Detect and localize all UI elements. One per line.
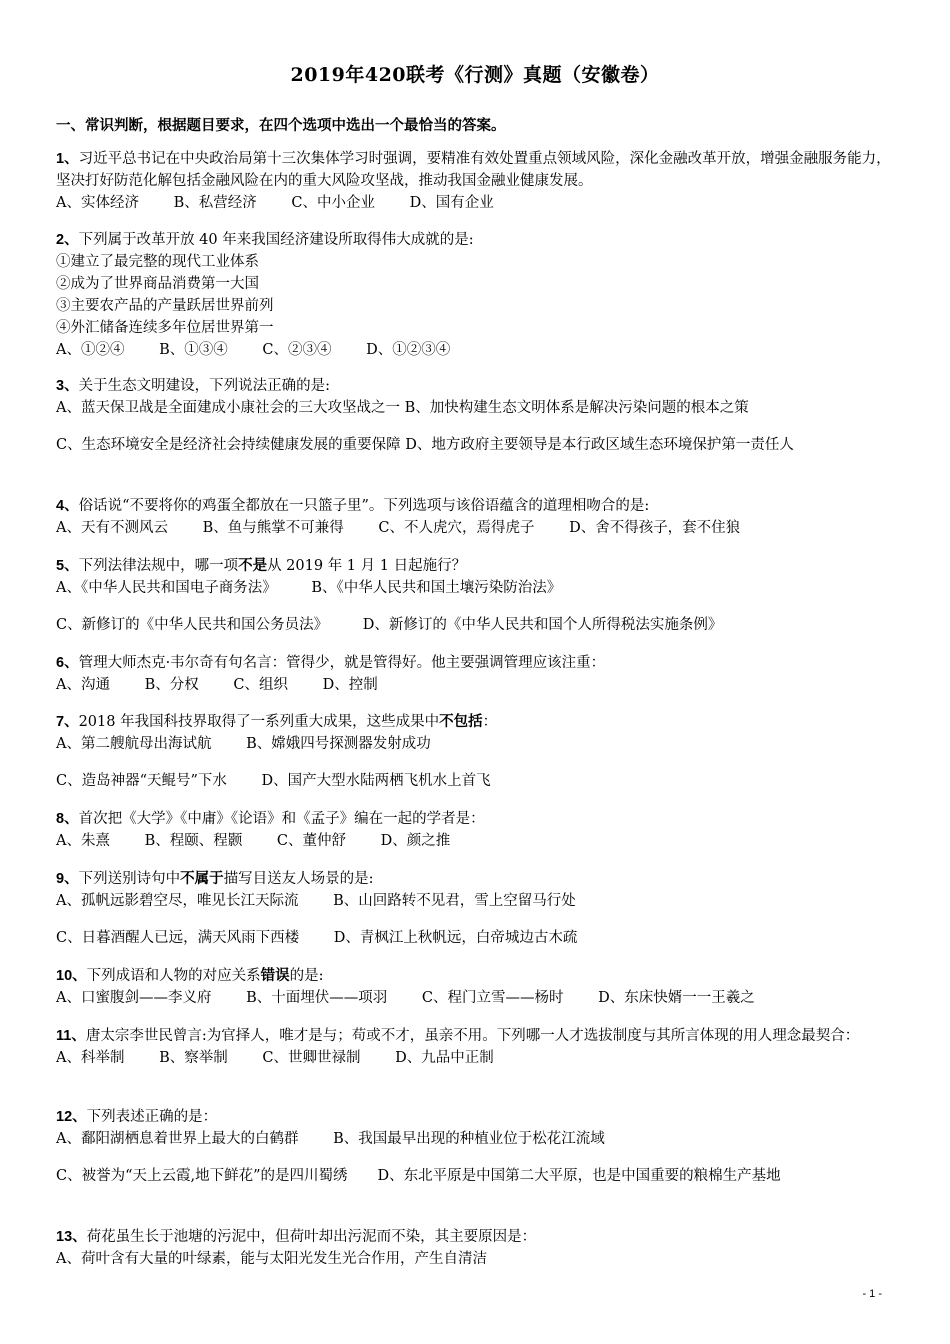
question-text: 下列成语和人物的对应关系 — [86, 968, 261, 984]
question-9 — [56, 868, 896, 912]
option-c: C、不人虎穴，焉得虎子 — [378, 520, 535, 536]
question-9-options-cd — [56, 927, 896, 949]
question-5-options-cd — [56, 614, 896, 636]
question-number: 1、 — [56, 151, 79, 167]
question-number: 5、 — [56, 558, 79, 574]
question-text: 唐太宗李世民曾言:为官择人，唯才是与；苟或不才，虽亲不用。下列哪一人才选拔制度与其所言体现的用人理念最契合： — [85, 1028, 860, 1044]
section-heading: 一、常识判断，根据题目要求，在四个选项中选出一个最恰当的答案。 — [56, 117, 506, 134]
option-b: B、十面埋伏——项羽 — [246, 990, 388, 1006]
question-text: 下列属于改革开放 40 年来我国经济建设所取得伟大成就的是: — [78, 232, 474, 248]
option-d: D、东北平原是中国第二大平原，也是中国重要的粮棉生产基地 — [377, 1168, 781, 1184]
question-number: 13、 — [56, 1229, 87, 1245]
question-text-end: 的是: — [289, 968, 324, 984]
question-number: 12、 — [56, 1109, 87, 1125]
option-c: C、日暮酒醒人已远，满天风雨下西楼 — [56, 930, 300, 946]
question-7 — [56, 711, 896, 755]
option-b: B、私营经济 — [173, 195, 257, 211]
option-c: C、程门立雪——杨时 — [421, 990, 564, 1006]
option-b: B、程颐、程颢 — [144, 833, 243, 849]
statement-2: ②成为了世界商品消费第一大国 — [56, 276, 259, 292]
option-d: D、新修订的《中华人民共和国个人所得税法实施条例》 — [362, 617, 723, 633]
emphasis: 不包括 — [439, 713, 483, 730]
option-a: A、①②④ — [56, 342, 125, 358]
question-12 — [56, 1106, 896, 1150]
option-b: B、《中华人民共和国土壤污染防治法》 — [311, 580, 562, 596]
option-d: D、青枫江上秋帆远，白帝城边古木疏 — [333, 930, 578, 946]
option-a: A、《中华人民共和国电子商务法》 — [56, 580, 277, 596]
option-a: A、科举制 — [56, 1050, 125, 1066]
emphasis: 不属于 — [180, 870, 224, 887]
question-text: 习近平总书记在中央政治局第十三次集体学习时强调，要精准有效处置重点领域风险，深化金融改革开放，增强金融服务能力，坚决打好防范化解包括金融风险在内的重大风险攻坚战，推动我国金融业健康发展。 — [56, 151, 891, 189]
question-number: 9、 — [56, 871, 79, 887]
option-a: A、荷叶含有大量的叶绿素，能与太阳光发生光合作用，产生自清洁 — [56, 1251, 487, 1267]
emphasis: 不是 — [238, 557, 268, 574]
question-number: 10、 — [56, 968, 87, 984]
option-a: A、第二艘航母出海试航 — [56, 736, 212, 752]
option-c: C、造岛神器“天鲲号”下水 — [56, 773, 227, 789]
option-c: C、世卿世禄制 — [262, 1050, 361, 1066]
question-text-end: 描写目送友人场景的是: — [223, 871, 374, 887]
question-text-end: ： — [482, 714, 498, 730]
option-d: D、①②③④ — [366, 342, 451, 358]
option-c: C、新修订的《中华人民共和国公务员法》 — [56, 617, 329, 633]
question-number: 7、 — [56, 714, 79, 730]
question-5 — [56, 555, 896, 599]
question-2 — [56, 229, 896, 361]
question-text: 下列表述正确的是： — [86, 1109, 218, 1125]
document-title: 2019年420联考《行测》真题（安徽卷） — [290, 64, 660, 86]
option-b: B、①③④ — [159, 342, 228, 358]
question-text: 下列送别诗句中 — [78, 871, 181, 887]
question-number: 2、 — [56, 232, 79, 248]
question-text: 关于生态文明建设，下列说法正确的是: — [78, 378, 330, 394]
options-cd: C、生态环境安全是经济社会持续健康发展的重要保障 D、地方政府主要领导是本行政区域生态环境保护第一责任人 — [56, 437, 794, 453]
question-text: 俗话说“不要将你的鸡蛋全都放在一只篮子里”。下列选项与该俗语蕴含的道理相吻合的是: — [78, 498, 650, 514]
question-text: 管理大师杰克·韦尔奇有句名言：管得少，就是管得好。他主要强调管理应该注重： — [78, 655, 606, 671]
option-d: D、国产大型水陆两栖飞机水上首飞 — [261, 773, 491, 789]
page-number: - 1 - — [862, 1288, 882, 1300]
option-b: B、察举制 — [159, 1050, 228, 1066]
option-d: D、控制 — [322, 677, 378, 693]
question-number: 11、 — [56, 1028, 86, 1044]
option-d: D、九品中正制 — [395, 1050, 494, 1066]
options-ab: A、蓝天保卫战是全面建成小康社会的三大攻坚战之一 B、加快构建生态文明体系是解决污染问题的根本之策 — [56, 400, 749, 416]
option-a: A、实体经济 — [56, 195, 139, 211]
emphasis: 错误 — [260, 967, 290, 984]
question-10 — [56, 965, 896, 1009]
question-7-options-cd — [56, 770, 896, 792]
option-a: A、天有不测风云 — [56, 520, 168, 536]
question-number: 8、 — [56, 811, 79, 827]
question-13 — [56, 1226, 896, 1270]
option-b: B、我国最早出现的种植业位于松花江流域 — [333, 1131, 605, 1147]
question-11 — [56, 1025, 896, 1069]
option-a: A、鄱阳湖栖息着世界上最大的白鹤群 — [56, 1131, 299, 1147]
statement-3: ③主要农产品的产量跃居世界前列 — [56, 298, 274, 314]
question-8 — [56, 808, 896, 852]
option-a: A、朱熹 — [56, 833, 110, 849]
option-d: D、东床快婿一一王羲之 — [598, 990, 755, 1006]
option-d: D、颜之推 — [380, 833, 451, 849]
question-text: 荷花虽生长于池塘的污泥中，但荷叶却出污泥而不染，其主要原因是： — [86, 1229, 537, 1245]
option-b: B、山回路转不见君，雪上空留马行处 — [333, 893, 576, 909]
option-c: C、董仲舒 — [276, 833, 346, 849]
option-a: A、孤帆远影碧空尽，唯见长江天际流 — [56, 893, 299, 909]
option-b: B、嫦娥四号探测器发射成功 — [246, 736, 431, 752]
question-4 — [56, 495, 896, 539]
question-1 — [56, 148, 896, 214]
question-6 — [56, 652, 896, 696]
option-d: D、国有企业 — [409, 195, 494, 211]
option-a: A、沟通 — [56, 677, 110, 693]
option-a: A、口蜜腹剑——李义府 — [56, 990, 212, 1006]
question-3-options-cd — [56, 434, 896, 456]
option-b: B、分权 — [144, 677, 199, 693]
question-3 — [56, 375, 896, 419]
option-c: C、组织 — [233, 677, 288, 693]
option-c: C、②③④ — [262, 342, 332, 358]
option-c: C、被誉为“天上云霞,地下鲜花”的是四川蜀绣 — [56, 1168, 348, 1184]
option-d: D、舍不得孩子，套不住狼 — [569, 520, 741, 536]
question-text: 下列法律法规中，哪一项 — [78, 558, 239, 574]
question-number: 6、 — [56, 655, 79, 671]
question-text-end: 从 2019 年 1 月 1 日起施行？ — [267, 558, 467, 574]
question-12-options-cd — [56, 1165, 896, 1187]
question-text: 首次把《大学》《中庸》《论语》和《孟子》编在一起的学者是： — [78, 811, 485, 827]
statement-1: ①建立了最完整的现代工业体系 — [56, 254, 259, 270]
option-c: C、中小企业 — [291, 195, 375, 211]
question-number: 4、 — [56, 498, 79, 514]
question-text: 2018 年我国科技界取得了一系列重大成果，这些成果中 — [78, 714, 440, 730]
question-number: 3、 — [56, 378, 79, 394]
option-b: B、鱼与熊掌不可兼得 — [202, 520, 344, 536]
statement-4: ④外汇储备连续多年位居世界第一 — [56, 320, 274, 336]
